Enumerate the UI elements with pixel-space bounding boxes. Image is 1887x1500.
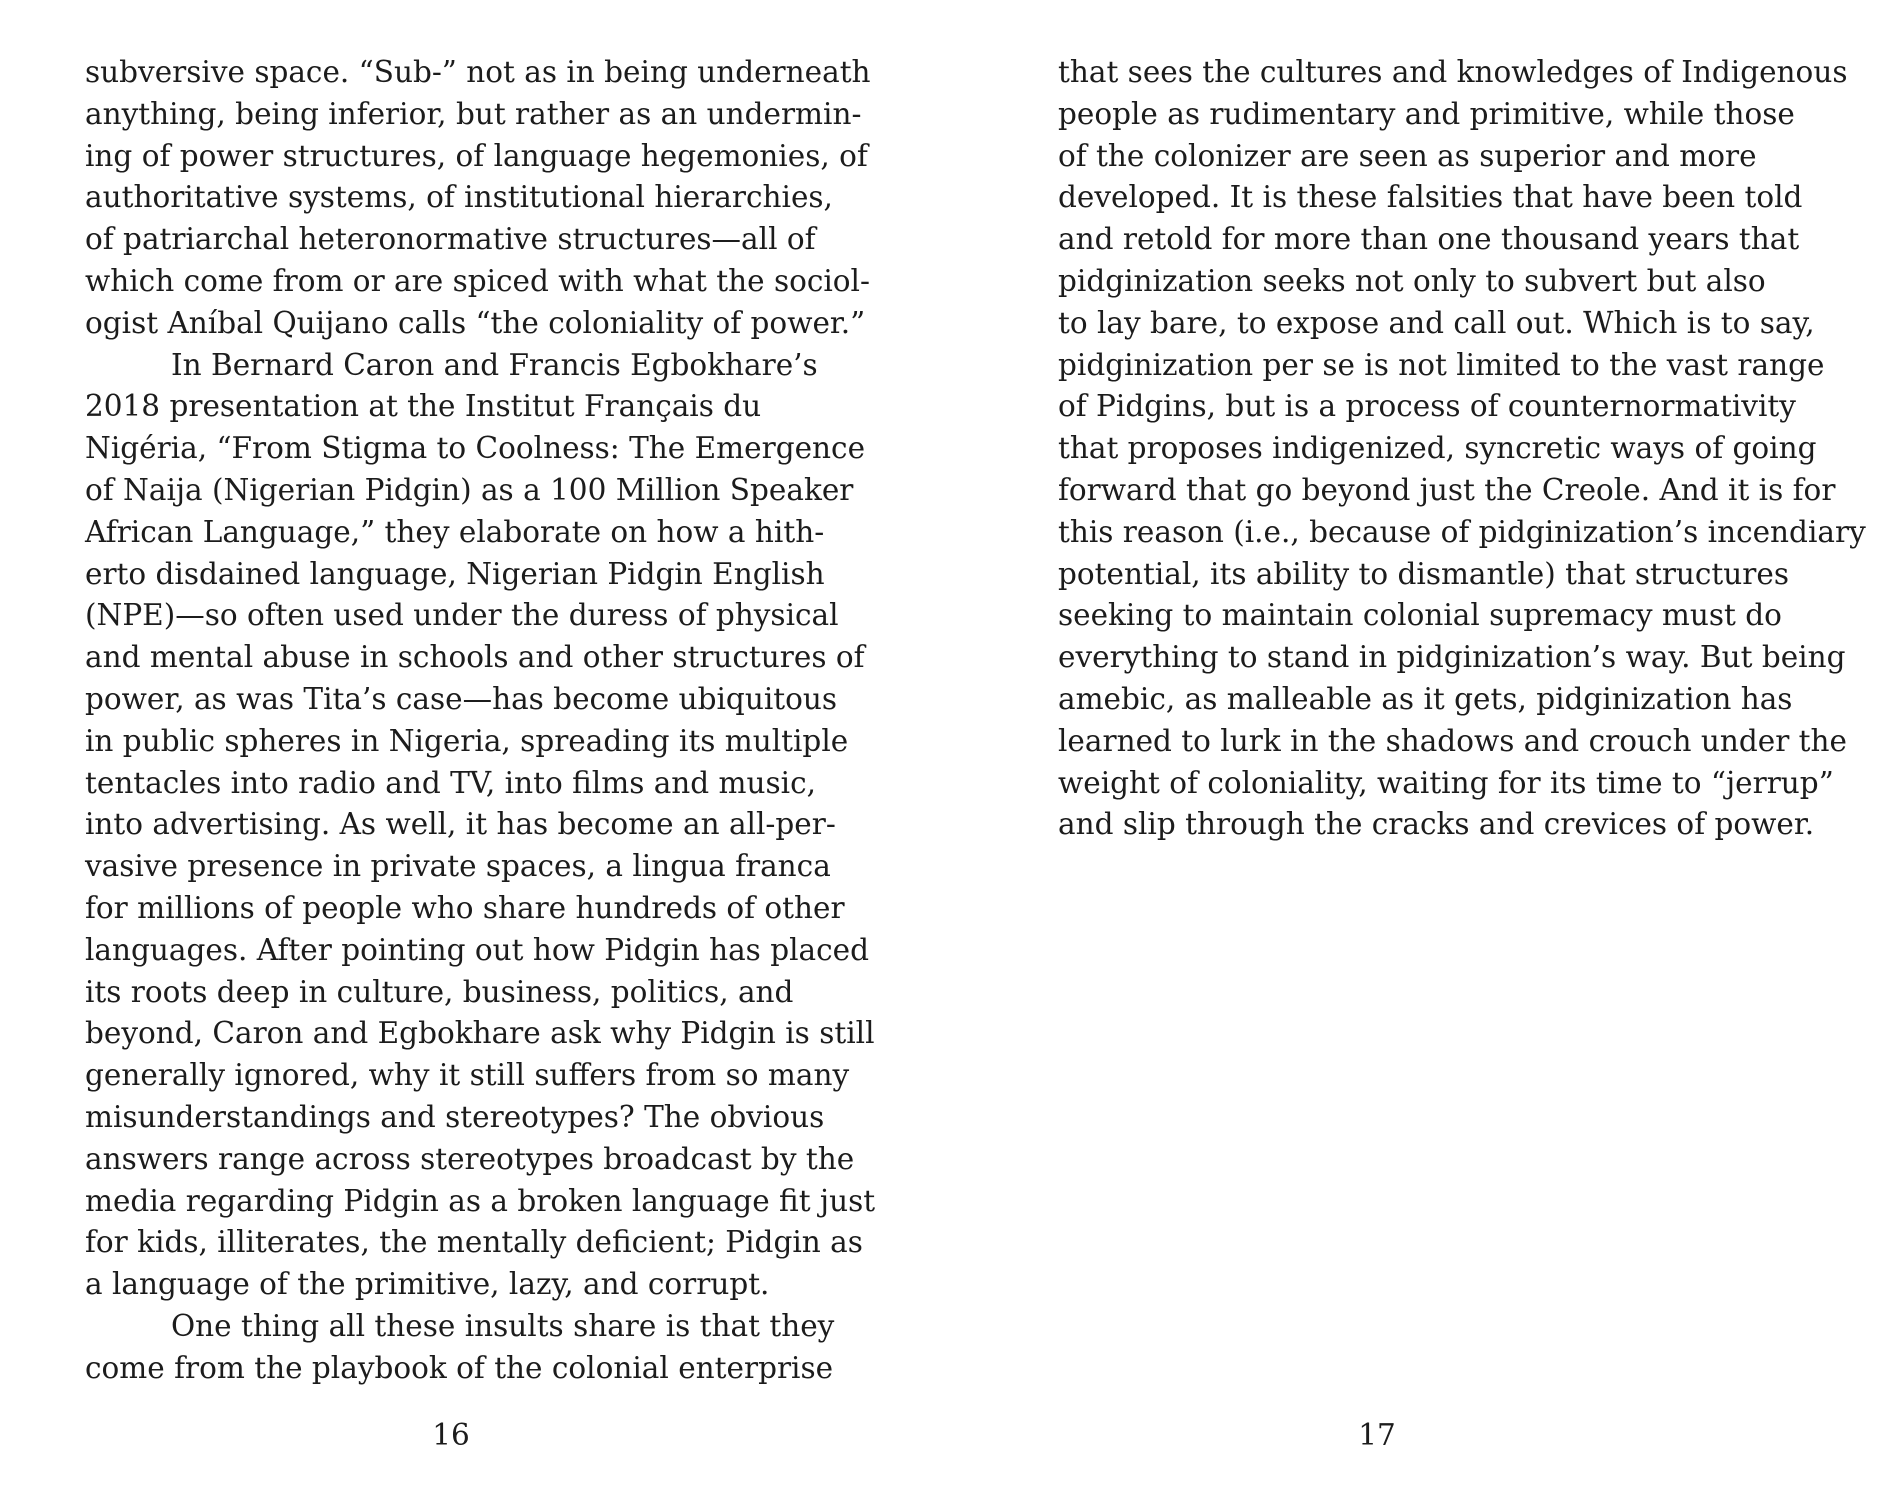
text-line: into advertising. As well, it has become an all-per- (85, 807, 836, 842)
text-line: of Naija (Nigerian Pidgin) as a 100 Million Speaker (85, 472, 854, 507)
text-line: developed. It is these falsities that have been told (1058, 180, 1803, 215)
text-line: Nigéria, “From Stigma to Coolness: The Emergence (85, 431, 866, 466)
text-line: weight of coloniality, waiting for its time to “jerrup” (1058, 765, 1834, 800)
text-line: ogist Aníbal Quijano calls “the coloniality of power.” (85, 305, 866, 340)
text-line: generally ignored, why it still suffers from so many (85, 1058, 850, 1093)
text-line: its roots deep in culture, business, politics, and (85, 974, 794, 1009)
text-line: 2018 presentation at the Institut Français du (85, 389, 762, 424)
text-line: and retold for more than one thousand years that (1058, 222, 1800, 257)
text-line: One thing all these insults share is that they (171, 1308, 835, 1343)
text-line: and slip through the cracks and crevices of power. (1058, 807, 1815, 842)
text-line: of the colonizer are seen as superior and more (1058, 138, 1757, 173)
text-line: In Bernard Caron and Francis Egbokhare’s (171, 347, 818, 382)
right-page-number: 17 (1358, 1418, 1396, 1452)
text-line: erto disdained language, Nigerian Pidgin English (85, 556, 825, 591)
text-line: that sees the cultures and knowledges of Indigenous (1058, 55, 1848, 89)
text-line: misunderstandings and stereotypes? The obvious (85, 1099, 825, 1134)
text-line: anything, being inferior, but rather as an undermin- (85, 96, 862, 131)
text-line: subversive space. “Sub-” not as in being underneath (85, 55, 871, 89)
text-line: for kids, illiterates, the mentally deficient; Pidgin as (85, 1225, 863, 1260)
text-line: pidginization seeks not only to subvert but also (1058, 263, 1766, 298)
text-line: of patriarchal heteronormative structures—all of (85, 222, 816, 257)
text-line: this reason (i.e., because of pidginization’s incendiary (1058, 514, 1866, 549)
text-line: languages. After pointing out how Pidgin has placed (85, 932, 869, 967)
text-line: forward that go beyond just the Creole. And it is for (1058, 472, 1836, 507)
text-line: African Language,” they elaborate on how a hith- (85, 514, 825, 549)
text-line: tentacles into radio and TV, into films and music, (85, 765, 817, 800)
left-page (0, 0, 943, 1500)
text-line: to lay bare, to expose and call out. Which is to say, (1058, 305, 1815, 340)
text-line: people as rudimentary and primitive, while those (1058, 96, 1795, 131)
text-line: seeking to maintain colonial supremacy must do (1058, 598, 1782, 633)
text-line: which come from or are spiced with what the sociol- (85, 263, 870, 298)
right-page-body-text (1058, 52, 1866, 846)
text-line: for millions of people who share hundreds of other (85, 890, 845, 925)
text-line: authoritative systems, of institutional hierarchies, (85, 180, 833, 215)
text-line: of Pidgins, but is a process of counternormativity (1058, 389, 1796, 424)
text-line: come from the playbook of the colonial enterprise (85, 1350, 834, 1385)
text-line: power, as was Tita’s case—has become ubiquitous (85, 681, 838, 716)
text-line: in public spheres in Nigeria, spreading its multiple (85, 723, 849, 758)
text-line: ing of power structures, of language hegemonies, of (85, 138, 868, 173)
text-line: a language of the primitive, lazy, and corrupt. (85, 1267, 770, 1302)
left-page-number: 16 (432, 1418, 470, 1452)
text-line: media regarding Pidgin as a broken language fit just (85, 1183, 876, 1218)
text-line: pidginization per se is not limited to the vast range (1058, 347, 1825, 382)
text-line: potential, its ability to dismantle) that structures (1058, 556, 1789, 591)
text-line: answers range across stereotypes broadcast by the (85, 1141, 855, 1176)
text-line: vasive presence in private spaces, a lingua franca (85, 849, 831, 884)
text-line: beyond, Caron and Egbokhare ask why Pidgin is still (85, 1016, 875, 1051)
text-line: everything to stand in pidginization’s way. But being (1058, 640, 1846, 675)
text-line: and mental abuse in schools and other structures of (85, 640, 865, 675)
text-line: learned to lurk in the shadows and crouch under the (1058, 723, 1847, 758)
text-line: (NPE)—so often used under the duress of physical (85, 598, 839, 633)
text-line: amebic, as malleable as it gets, pidginization has (1058, 681, 1793, 716)
left-page-body-text (85, 52, 875, 1390)
right-page (943, 0, 1887, 1500)
text-line: that proposes indigenized, syncretic ways of going (1058, 431, 1817, 466)
